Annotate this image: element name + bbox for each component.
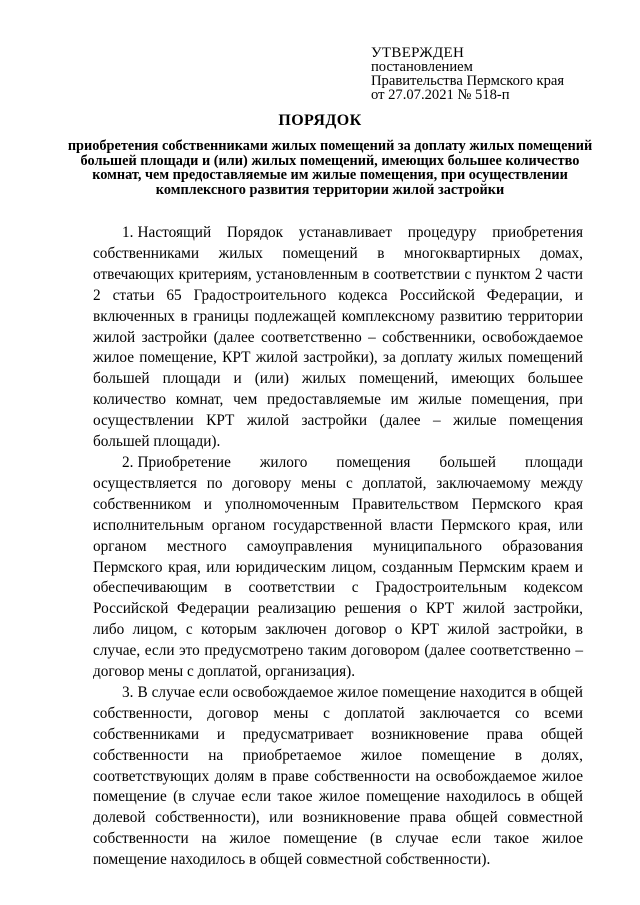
paragraph-text: Настоящий Порядок устанавливает процедуру приобретения собственниками жилых помещений в многоквартирных домах, отвечающих критериям, установленным в соответствии с пунктом 2 части 2 статьи 65 Градостроительного кодекса Российской Федерации, и включенных в границы подлежащей комплексному развитию территории жилой застройки (далее соответственно – собственники, освобождаемое жилое помещение, КРТ жилой застройки), за доплату жилых помещений большей площади и (или) жилых помещений, имеющих большее количество комнат, чем предоставляемые им жилые помещения, при осуществлении КРТ жилой застройки (далее – жилые помещения большей площади). xyxy=(93,224,583,451)
approval-title: УТВЕРЖДЕН xyxy=(371,45,465,61)
document-body xyxy=(93,223,583,871)
paragraph-number: 1. xyxy=(122,224,134,241)
approval-line: постановлением xyxy=(371,59,473,75)
paragraph-number: 3. xyxy=(122,683,134,701)
paragraph xyxy=(93,453,583,683)
document-title: ПОРЯДОК xyxy=(278,112,362,129)
paragraph-text: Приобретение жилого помещения большей площади осуществляется по договору мены с доплатой, заключаемому между собственником и уполномоченным Правительством Пермского края исполнительным органом государственной власти Пермского края, или органом местного самоуправления муниципального образования Пермского края, или юридическим лицом, созданным Пермским краем и обеспечивающим в соответствии с Градостроительным кодексом Российской Федерации реализацию решения о КРТ жилой застройки, либо лицом, с которым заключен договор о КРТ жилой застройки, в случае, если это предусмотрено таким договором (далее соответственно – договор мены с доплатой, организация). xyxy=(93,453,583,681)
approval-line: Правительства Пермского края xyxy=(371,73,565,89)
approval-date-number: от 27.07.2021 № 518-п xyxy=(371,87,510,103)
paragraph-text: В случае если освобождаемое жилое помещение находится в общей собственности, договор мены с доплатой заключается со всеми собственниками и предусматривает возникновение права общей собственности на приобретаемое жилое помещение в долях, соответствующих долям в праве собственности на освобождаемое жилое помещение (в случае если такое жилое помещение находилось в общей долевой собственности), или возникновение права общей совместной собственности на жилое помещение (в случае если такое жилое помещение находилось в общей совместной собственности). xyxy=(93,683,583,869)
document-subtitle: приобретения собственниками жилых помещений за доплату жилых помещений большей площади и (или) жилых помещений, имеющих большее количество комнат, чем предоставляемые им жилые помещения, при осуществлении комплексного развития территории жилой застройки xyxy=(67,138,593,198)
paragraph xyxy=(93,683,583,871)
approval-stamp xyxy=(371,46,564,102)
paragraph xyxy=(93,223,583,453)
paragraph-number: 2. xyxy=(122,453,134,471)
